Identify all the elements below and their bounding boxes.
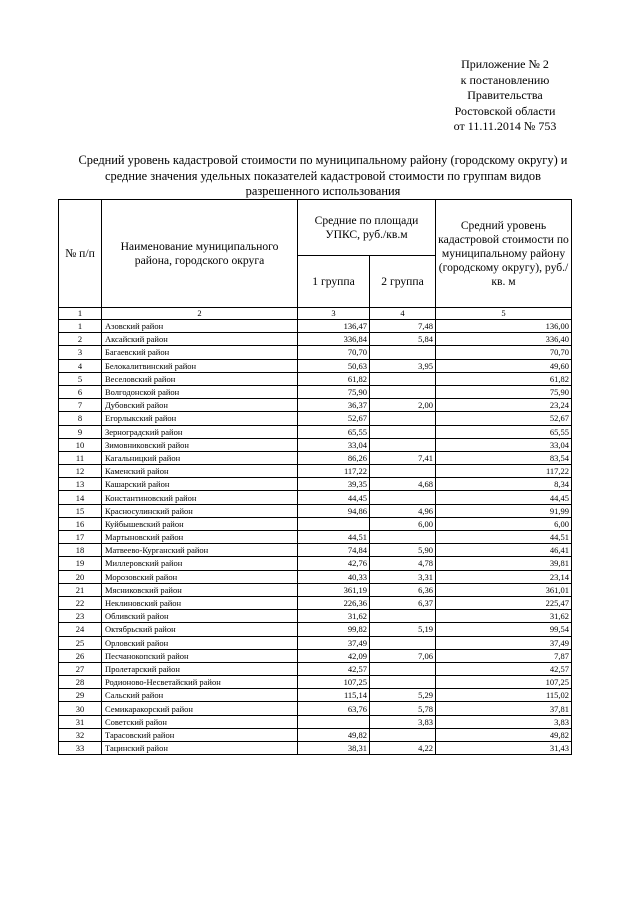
- district-name: Егорлыкский район: [102, 412, 298, 425]
- average-value: 115,02: [436, 689, 572, 702]
- group-1-value: 44,45: [298, 491, 370, 504]
- row-number: 24: [59, 623, 102, 636]
- group-1-value: 42,57: [298, 662, 370, 675]
- group-2-value: [370, 491, 436, 504]
- group-1-value: 31,62: [298, 610, 370, 623]
- group-1-value: 39,35: [298, 478, 370, 491]
- district-name: Красносулинский район: [102, 504, 298, 517]
- table-row: [59, 610, 572, 623]
- row-number: 21: [59, 583, 102, 596]
- row-number: 29: [59, 689, 102, 702]
- average-value: 42,57: [436, 662, 572, 675]
- row-number: 20: [59, 570, 102, 583]
- group-2-value: [370, 346, 436, 359]
- average-value: 107,25: [436, 676, 572, 689]
- group-1-value: 226,36: [298, 596, 370, 609]
- group-2-value: 7,06: [370, 649, 436, 662]
- appendix-line: Правительства: [467, 88, 543, 102]
- group-1-value: 38,31: [298, 742, 370, 755]
- group-2-value: 3,83: [370, 715, 436, 728]
- group-2-value: [370, 372, 436, 385]
- group-2-value: 5,90: [370, 544, 436, 557]
- row-number: 27: [59, 662, 102, 675]
- table-row: [59, 636, 572, 649]
- column-index-row: [59, 308, 572, 320]
- group-2-value: 5,84: [370, 333, 436, 346]
- district-name: Советский район: [102, 715, 298, 728]
- row-number: 9: [59, 425, 102, 438]
- row-number: 33: [59, 742, 102, 755]
- district-name: Миллеровский район: [102, 557, 298, 570]
- district-name: Морозовский район: [102, 570, 298, 583]
- table-row: [59, 517, 572, 530]
- table-row: [59, 649, 572, 662]
- row-number: 4: [59, 359, 102, 372]
- group-1-value: [298, 517, 370, 530]
- index-cell: 4: [370, 308, 436, 320]
- average-value: 361,01: [436, 583, 572, 596]
- average-value: 336,40: [436, 333, 572, 346]
- average-value: 6,00: [436, 517, 572, 530]
- group-1-value: 99,82: [298, 623, 370, 636]
- group-2-value: 4,22: [370, 742, 436, 755]
- table-row: [59, 662, 572, 675]
- table-row: [59, 715, 572, 728]
- row-number: 22: [59, 596, 102, 609]
- district-name: Песчанокопский район: [102, 649, 298, 662]
- group-2-value: 5,78: [370, 702, 436, 715]
- group-1-value: 44,51: [298, 531, 370, 544]
- average-value: 23,14: [436, 570, 572, 583]
- index-cell: 1: [59, 308, 102, 320]
- row-number: 2: [59, 333, 102, 346]
- group-1-value: 42,09: [298, 649, 370, 662]
- average-value: 8,34: [436, 478, 572, 491]
- group-1-value: 74,84: [298, 544, 370, 557]
- group-2-value: [370, 662, 436, 675]
- cadastral-value-table: [58, 199, 572, 755]
- group-1-value: [298, 715, 370, 728]
- average-value: 52,67: [436, 412, 572, 425]
- district-name: Кагальницкий район: [102, 451, 298, 464]
- table-row: [59, 544, 572, 557]
- header-group-avg: Средние по площади УПКС, руб./кв.м: [298, 200, 436, 256]
- group-2-value: 4,68: [370, 478, 436, 491]
- group-1-value: 361,19: [298, 583, 370, 596]
- group-1-value: 75,90: [298, 385, 370, 398]
- group-1-value: 37,49: [298, 636, 370, 649]
- group-1-value: 115,14: [298, 689, 370, 702]
- table-row: [59, 465, 572, 478]
- group-1-value: 40,33: [298, 570, 370, 583]
- table-row: [59, 504, 572, 517]
- district-name: Матвеево-Курганский район: [102, 544, 298, 557]
- group-1-value: 65,55: [298, 425, 370, 438]
- average-value: 7,87: [436, 649, 572, 662]
- group-1-value: 136,47: [298, 320, 370, 333]
- district-name: Кашарский район: [102, 478, 298, 491]
- row-number: 25: [59, 636, 102, 649]
- group-2-value: 3,31: [370, 570, 436, 583]
- index-cell: 5: [436, 308, 572, 320]
- district-name: Каменский район: [102, 465, 298, 478]
- average-value: 225,47: [436, 596, 572, 609]
- average-value: 46,41: [436, 544, 572, 557]
- row-number: 7: [59, 399, 102, 412]
- average-value: 136,00: [436, 320, 572, 333]
- average-value: 33,04: [436, 438, 572, 451]
- table-row: [59, 676, 572, 689]
- group-2-value: 7,41: [370, 451, 436, 464]
- row-number: 11: [59, 451, 102, 464]
- table-row: [59, 570, 572, 583]
- district-name: Куйбышевский район: [102, 517, 298, 530]
- average-value: 117,22: [436, 465, 572, 478]
- group-2-value: [370, 425, 436, 438]
- district-name: Сальский район: [102, 689, 298, 702]
- appendix-block: [440, 57, 570, 135]
- district-name: Багаевский район: [102, 346, 298, 359]
- average-value: 44,51: [436, 531, 572, 544]
- appendix-line: к постановлению: [460, 72, 550, 87]
- group-1-value: 49,82: [298, 728, 370, 741]
- group-2-value: 5,19: [370, 623, 436, 636]
- table-row: [59, 451, 572, 464]
- average-value: 23,24: [436, 399, 572, 412]
- district-name: Азовский район: [102, 320, 298, 333]
- table-row: [59, 359, 572, 372]
- group-1-value: 61,82: [298, 372, 370, 385]
- row-number: 5: [59, 372, 102, 385]
- district-name: Тарасовский район: [102, 728, 298, 741]
- average-value: 83,54: [436, 451, 572, 464]
- table-row: [59, 557, 572, 570]
- average-value: 61,82: [436, 372, 572, 385]
- row-number: 23: [59, 610, 102, 623]
- header-group-1: 1 группа: [298, 256, 370, 308]
- district-name: Обливский район: [102, 610, 298, 623]
- district-name: Октябрьский район: [102, 623, 298, 636]
- district-name: Белокалитвинский район: [102, 359, 298, 372]
- group-2-value: [370, 412, 436, 425]
- group-2-value: [370, 728, 436, 741]
- header-avg-level: Средний уровень кадастровой стоимости по муниципальному району (городскому округу), руб./кв. м: [436, 200, 572, 308]
- appendix-line: Ростовской области: [454, 103, 556, 118]
- group-2-value: 5,29: [370, 689, 436, 702]
- group-2-value: [370, 531, 436, 544]
- group-1-value: 94,86: [298, 504, 370, 517]
- document-title: [58, 153, 588, 200]
- district-name: Зерноградский район: [102, 425, 298, 438]
- table-row: [59, 623, 572, 636]
- row-number: 6: [59, 385, 102, 398]
- average-value: 3,83: [436, 715, 572, 728]
- row-number: 30: [59, 702, 102, 715]
- average-value: 99,54: [436, 623, 572, 636]
- group-1-value: 86,26: [298, 451, 370, 464]
- group-1-value: 36,37: [298, 399, 370, 412]
- district-name: Аксайский район: [102, 333, 298, 346]
- table-body: [59, 320, 572, 755]
- table-row: [59, 346, 572, 359]
- group-2-value: [370, 465, 436, 478]
- group-1-value: 52,67: [298, 412, 370, 425]
- district-name: Семикаракорский район: [102, 702, 298, 715]
- header-num: № п/п: [59, 200, 102, 308]
- index-cell: 3: [298, 308, 370, 320]
- table-row: [59, 689, 572, 702]
- district-name: Веселовский район: [102, 372, 298, 385]
- group-1-value: 50,63: [298, 359, 370, 372]
- average-value: 49,60: [436, 359, 572, 372]
- average-value: 49,82: [436, 728, 572, 741]
- district-name: Дубовский район: [102, 399, 298, 412]
- row-number: 19: [59, 557, 102, 570]
- title-line: средние значения удельных показателей кадастровой стоимости по группам видов: [105, 168, 541, 183]
- district-name: Зимовниковский район: [102, 438, 298, 451]
- district-name: Волгодонской район: [102, 385, 298, 398]
- average-value: 31,43: [436, 742, 572, 755]
- row-number: 12: [59, 465, 102, 478]
- header-name: Наименование муниципального района, городского округа: [102, 200, 298, 308]
- row-number: 16: [59, 517, 102, 530]
- district-name: Мясниковский район: [102, 583, 298, 596]
- table-row: [59, 438, 572, 451]
- group-2-value: 4,78: [370, 557, 436, 570]
- row-number: 26: [59, 649, 102, 662]
- group-1-value: 42,76: [298, 557, 370, 570]
- table-row: [59, 491, 572, 504]
- group-2-value: 6,37: [370, 596, 436, 609]
- average-value: 91,99: [436, 504, 572, 517]
- group-2-value: 2,00: [370, 399, 436, 412]
- group-2-value: 7,48: [370, 320, 436, 333]
- appendix-line: Приложение № 2: [461, 57, 549, 71]
- district-name: Родионово-Несветайский район: [102, 676, 298, 689]
- average-value: 37,81: [436, 702, 572, 715]
- average-value: 39,81: [436, 557, 572, 570]
- group-2-value: 6,36: [370, 583, 436, 596]
- row-number: 17: [59, 531, 102, 544]
- row-number: 31: [59, 715, 102, 728]
- row-number: 15: [59, 504, 102, 517]
- group-2-value: 3,95: [370, 359, 436, 372]
- district-name: Пролетарский район: [102, 662, 298, 675]
- table-row: [59, 385, 572, 398]
- appendix-line: от 11.11.2014 № 753: [453, 119, 557, 133]
- group-2-value: 6,00: [370, 517, 436, 530]
- group-2-value: [370, 676, 436, 689]
- table-row: [59, 478, 572, 491]
- header-group-2: 2 группа: [370, 256, 436, 308]
- table-row: [59, 320, 572, 333]
- group-1-value: 336,84: [298, 333, 370, 346]
- table-row: [59, 425, 572, 438]
- table-row: [59, 596, 572, 609]
- row-number: 13: [59, 478, 102, 491]
- row-number: 28: [59, 676, 102, 689]
- district-name: Орловский район: [102, 636, 298, 649]
- row-number: 32: [59, 728, 102, 741]
- index-cell: 2: [102, 308, 298, 320]
- average-value: 44,45: [436, 491, 572, 504]
- group-2-value: [370, 385, 436, 398]
- district-name: Неклиновский район: [102, 596, 298, 609]
- table-row: [59, 372, 572, 385]
- group-1-value: 33,04: [298, 438, 370, 451]
- group-1-value: 107,25: [298, 676, 370, 689]
- table-row: [59, 583, 572, 596]
- district-name: Мартыновский район: [102, 531, 298, 544]
- table-row: [59, 742, 572, 755]
- group-1-value: 117,22: [298, 465, 370, 478]
- group-2-value: [370, 636, 436, 649]
- group-2-value: [370, 438, 436, 451]
- average-value: 37,49: [436, 636, 572, 649]
- table-row: [59, 728, 572, 741]
- average-value: 65,55: [436, 425, 572, 438]
- title-line: Средний уровень кадастровой стоимости по муниципальному району (городскому округу) и: [78, 153, 568, 167]
- row-number: 10: [59, 438, 102, 451]
- average-value: 70,70: [436, 346, 572, 359]
- title-line: разрешенного использования: [245, 184, 401, 198]
- table-row: [59, 412, 572, 425]
- table-row: [59, 399, 572, 412]
- row-number: 8: [59, 412, 102, 425]
- group-1-value: 63,76: [298, 702, 370, 715]
- row-number: 18: [59, 544, 102, 557]
- group-2-value: [370, 610, 436, 623]
- district-name: Константиновский район: [102, 491, 298, 504]
- group-1-value: 70,70: [298, 346, 370, 359]
- row-number: 3: [59, 346, 102, 359]
- row-number: 14: [59, 491, 102, 504]
- average-value: 31,62: [436, 610, 572, 623]
- row-number: 1: [59, 320, 102, 333]
- table-row: [59, 333, 572, 346]
- table-row: [59, 702, 572, 715]
- table-row: [59, 531, 572, 544]
- district-name: Тацинский район: [102, 742, 298, 755]
- group-2-value: 4,96: [370, 504, 436, 517]
- average-value: 75,90: [436, 385, 572, 398]
